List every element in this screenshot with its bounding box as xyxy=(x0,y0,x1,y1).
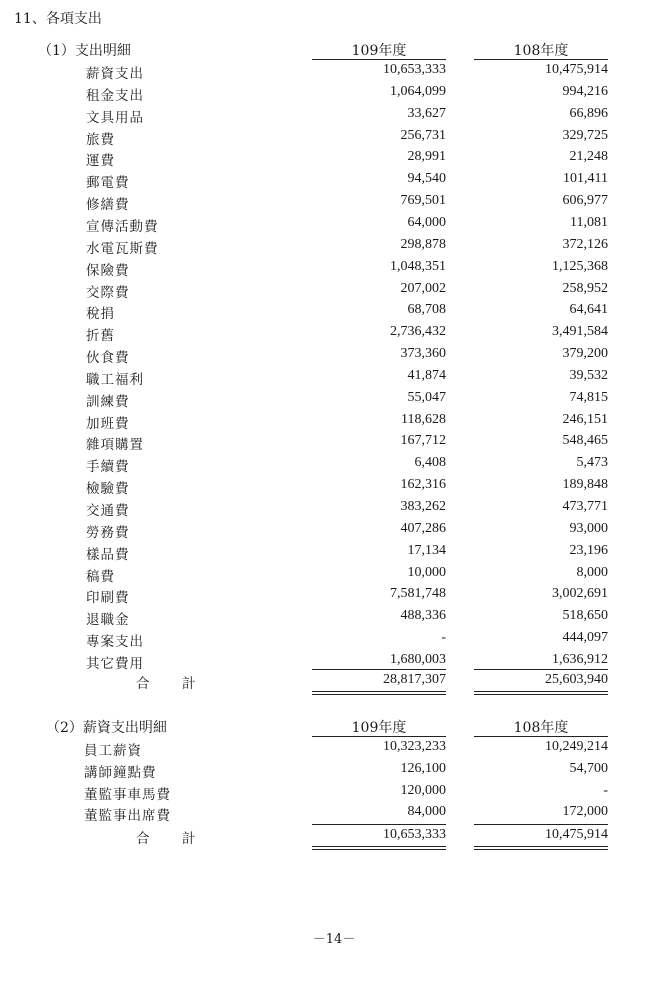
row-value-109: 120,000 xyxy=(400,782,446,798)
row-value-109: 126,100 xyxy=(400,760,446,776)
part2-title: （2）薪資支出明細 xyxy=(46,720,167,736)
row-value-108: 23,196 xyxy=(569,542,608,558)
row-label: 稿費 xyxy=(86,568,115,585)
section-title: 11、各項支出 xyxy=(14,11,102,27)
row-value-109: 383,262 xyxy=(400,499,446,514)
part2-subtotal-rule-108 xyxy=(474,824,608,825)
part2-total-label-1: 合 xyxy=(136,831,151,847)
row-label: 加班費 xyxy=(86,415,130,432)
row-value-108: 246,151 xyxy=(562,411,608,427)
row-value-109: 256,731 xyxy=(400,127,446,143)
part2-double-rule-108-a xyxy=(474,846,608,847)
row-label: 宣傳活動費 xyxy=(86,218,159,235)
row-label: 樣品費 xyxy=(86,546,130,563)
row-value-108: 8,000 xyxy=(576,564,608,580)
row-value-108: 3,002,691 xyxy=(552,586,608,602)
part2-col-109: 109年度 xyxy=(351,720,407,736)
row-label: 其它費用 xyxy=(86,655,144,672)
row-value-108: 11,081 xyxy=(570,214,608,230)
row-value-109: 68,708 xyxy=(407,302,446,318)
row-value-108: 1,636,912 xyxy=(552,651,608,667)
row-value-109: 407,286 xyxy=(400,520,446,536)
row-value-108: 606,977 xyxy=(562,193,608,209)
row-value-108: - xyxy=(603,782,608,798)
row-value-109: 33,627 xyxy=(407,105,446,121)
row-label: 檢驗費 xyxy=(86,481,130,498)
row-value-109: 207,002 xyxy=(400,280,446,296)
row-value-108: 5,473 xyxy=(576,455,608,471)
row-value-108: 189,848 xyxy=(562,477,608,493)
row-value-109: 488,336 xyxy=(400,608,446,624)
row-label: 折舊 xyxy=(86,328,115,345)
row-label: 手續費 xyxy=(86,459,130,476)
row-label: 伙食費 xyxy=(86,350,130,367)
part2-double-rule-109-b xyxy=(312,849,446,850)
row-value-108: 1,125,368 xyxy=(552,258,608,274)
row-value-109: 10,323,233 xyxy=(383,739,446,754)
row-value-108: 518,650 xyxy=(562,608,608,624)
row-label: 雜項購置 xyxy=(86,437,144,454)
part1-col-108: 108年度 xyxy=(513,43,569,59)
part1-col-109: 109年度 xyxy=(351,43,407,59)
part1-double-rule-108-a xyxy=(474,691,608,692)
part2-col-108-rule xyxy=(474,736,608,737)
row-value-109: 2,736,432 xyxy=(390,324,446,340)
part2-total-108: 10,475,914 xyxy=(545,827,608,842)
row-label: 保險費 xyxy=(86,262,130,279)
row-label: 勞務費 xyxy=(86,524,130,541)
part1-double-rule-109-b xyxy=(312,694,446,695)
part2-double-rule-109-a xyxy=(312,846,446,847)
row-value-108: 548,465 xyxy=(562,433,608,449)
row-value-109: 28,991 xyxy=(407,149,446,165)
row-value-109: 55,047 xyxy=(407,389,446,405)
row-value-108: 21,248 xyxy=(569,149,608,165)
part2-total-label-2: 計 xyxy=(182,831,197,847)
part2-col-109-rule xyxy=(312,736,446,737)
row-value-108: 994,216 xyxy=(562,83,608,99)
row-value-108: 54,700 xyxy=(569,760,608,776)
row-label: 稅捐 xyxy=(86,306,115,323)
row-value-108: 329,725 xyxy=(562,127,608,143)
row-value-109: 17,134 xyxy=(407,542,446,558)
row-value-109: 769,501 xyxy=(400,193,446,209)
row-value-108: 66,896 xyxy=(569,105,608,121)
row-label: 職工福利 xyxy=(86,371,144,388)
row-value-109: 118,628 xyxy=(401,411,446,427)
row-label: 董監事車馬費 xyxy=(84,786,171,803)
row-value-109: 162,316 xyxy=(400,477,446,493)
page-number: －14－ xyxy=(312,932,356,947)
row-label: 旅費 xyxy=(86,131,115,148)
row-label: 薪資支出 xyxy=(86,66,144,82)
row-value-108: 473,771 xyxy=(562,499,608,514)
row-value-109: 41,874 xyxy=(407,367,446,383)
part1-total-label-1: 合 xyxy=(136,676,151,692)
part1-total-109: 28,817,307 xyxy=(383,672,446,687)
row-value-108: 64,641 xyxy=(569,302,608,318)
row-value-109: 7,581,748 xyxy=(390,586,446,602)
row-label: 印刷費 xyxy=(86,590,130,607)
row-value-108: 372,126 xyxy=(562,236,608,252)
row-label: 運費 xyxy=(86,153,115,170)
row-value-109: 1,048,351 xyxy=(390,258,446,274)
row-value-109: - xyxy=(441,630,446,646)
row-value-109: 6,408 xyxy=(414,455,446,471)
row-value-108: 258,952 xyxy=(562,280,608,296)
row-value-108: 39,532 xyxy=(569,367,608,383)
part2-subtotal-rule-109 xyxy=(312,824,446,825)
part1-double-rule-109-a xyxy=(312,691,446,692)
part2-col-108: 108年度 xyxy=(513,720,569,736)
part1-col-108-rule xyxy=(474,59,608,60)
part1-double-rule-108-b xyxy=(474,694,608,695)
row-label: 郵電費 xyxy=(86,175,130,192)
row-label: 退職金 xyxy=(86,612,130,629)
part2-total-109: 10,653,333 xyxy=(383,827,446,842)
row-label: 水電瓦斯費 xyxy=(86,240,159,257)
row-label: 員工薪資 xyxy=(84,743,142,759)
row-value-109: 84,000 xyxy=(407,804,446,820)
row-label: 文具用品 xyxy=(86,109,144,126)
row-value-108: 444,097 xyxy=(562,630,608,646)
part1-subtotal-rule-108 xyxy=(474,669,608,670)
row-value-109: 1,064,099 xyxy=(390,83,446,99)
row-value-109: 167,712 xyxy=(400,433,446,449)
row-label: 租金支出 xyxy=(86,87,144,104)
row-value-109: 64,000 xyxy=(407,214,446,230)
part1-col-109-rule xyxy=(312,59,446,60)
part1-subtotal-rule-109 xyxy=(312,669,446,670)
part1-total-label-2: 計 xyxy=(182,676,197,692)
row-value-108: 101,411 xyxy=(563,171,608,187)
row-value-108: 172,000 xyxy=(562,804,608,820)
part1-title: （1）支出明細 xyxy=(38,43,131,59)
row-label: 修繕費 xyxy=(86,197,130,214)
row-value-109: 1,680,003 xyxy=(390,651,446,667)
row-label: 訓練費 xyxy=(86,393,130,410)
row-value-109: 10,000 xyxy=(407,564,446,580)
row-label: 交際費 xyxy=(86,284,130,301)
row-value-109: 10,653,333 xyxy=(383,62,446,77)
row-label: 交通費 xyxy=(86,503,130,519)
row-value-108: 10,475,914 xyxy=(545,62,608,77)
row-value-108: 3,491,584 xyxy=(552,324,608,340)
row-value-109: 298,878 xyxy=(400,236,446,252)
row-value-109: 373,360 xyxy=(400,346,446,362)
part1-total-108: 25,603,940 xyxy=(545,672,608,687)
part2-double-rule-108-b xyxy=(474,849,608,850)
row-value-108: 74,815 xyxy=(569,389,608,405)
row-value-108: 93,000 xyxy=(569,520,608,536)
row-label: 董監事出席費 xyxy=(84,808,171,825)
row-label: 講師鐘點費 xyxy=(84,764,157,781)
row-value-108: 10,249,214 xyxy=(545,739,608,754)
row-label: 專案支出 xyxy=(86,634,144,651)
row-value-109: 94,540 xyxy=(407,171,446,187)
row-value-108: 379,200 xyxy=(562,346,608,362)
